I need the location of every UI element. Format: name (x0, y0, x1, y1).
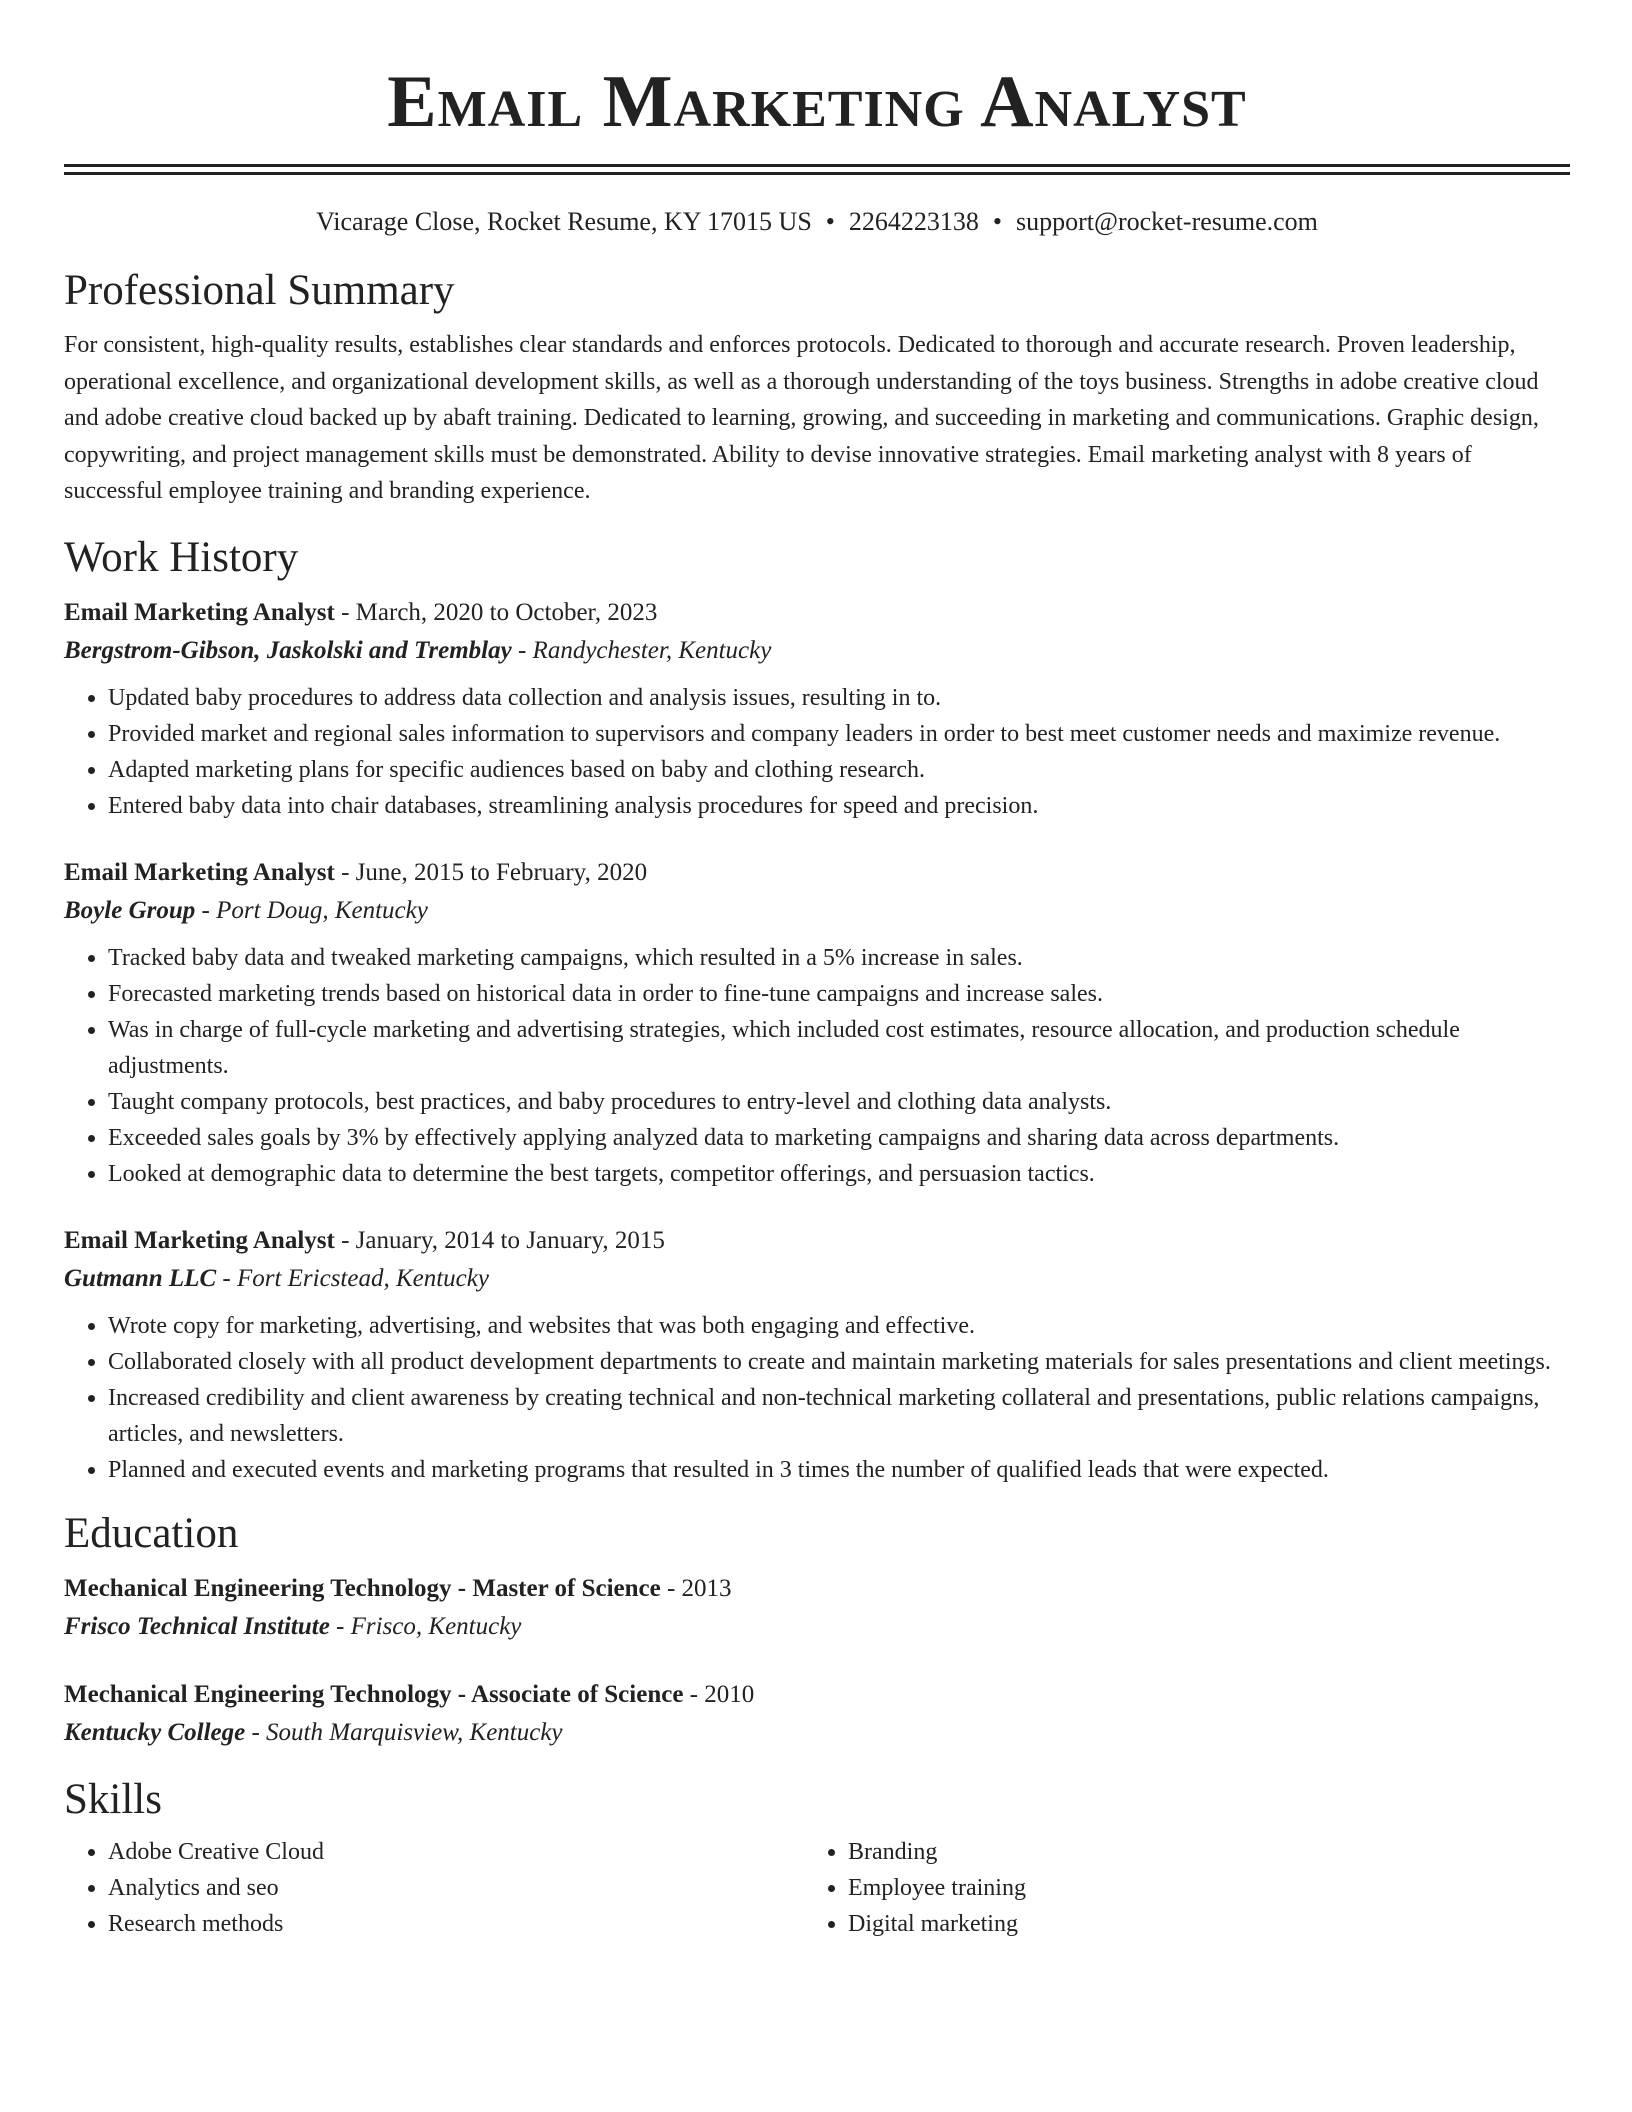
skill-item: • Digital marketing (848, 1906, 1544, 1942)
job-bullet: • Tracked baby data and tweaked marketing campaigns, which resulted in a 5% increase in sales. (108, 940, 1570, 976)
summary-text: For consistent, high-quality results, establishes clear standards and enforces protocols. Dedicated to thorough and accurate research. Proven leadership, operational excellence, and organizational development skills, as well as a thorough understanding of the toys business. Strengths in adobe creative cloud and adobe creative cloud backed up by abaft training. Dedicated to learning, growing, and succeeding in marketing and communications. Graphic design, copywriting, and project management skills must be demonstrated. Ability to devise innovative strategies. Email marketing analyst with 8 years of successful employee training and branding experience. (64, 332, 1539, 504)
education-degree: Mechanical Engineering Technology - Master of Science (64, 1574, 661, 1602)
job-location: - Fort Ericstead, Kentucky (216, 1264, 489, 1292)
education-location: - Frisco, Kentucky (329, 1612, 522, 1640)
job-entry (64, 594, 1570, 824)
job-bullet: • Exceeded sales goals by 3% by effectively applying analyzed data to marketing campaigns and sharing data across departments. (108, 1120, 1570, 1156)
job-role: Email Marketing Analyst (64, 858, 335, 886)
contact-separator: • (825, 207, 835, 236)
job-bullet: • Updated baby procedures to address data collection and analysis issues, resulting in to. (108, 680, 1570, 716)
skills-heading: Skills (64, 1775, 162, 1823)
job-location: - Port Doug, Kentucky (195, 896, 428, 924)
education-entry (64, 1676, 1570, 1752)
resume-title: Email Marketing Analyst (387, 61, 1247, 143)
job-header (64, 594, 1570, 632)
job-bullet: • Was in charge of full-cycle marketing and advertising strategies, which included cost estimates, resource allocation, and production schedule adjustments. (108, 1012, 1570, 1084)
job-company-line (64, 632, 1570, 670)
skill-item: • Research methods (108, 1906, 804, 1942)
job-bullet: • Provided market and regional sales information to supervisors and company leaders in order to best meet customer needs and maximize revenue. (108, 716, 1570, 752)
job-bullet: • Taught company protocols, best practices, and baby procedures to entry-level and clothing data analysts. (108, 1084, 1570, 1120)
job-bullet: • Entered baby data into chair databases, streamlining analysis procedures for speed and precision. (108, 788, 1570, 824)
education-location: - South Marquisview, Kentucky (245, 1718, 563, 1746)
job-bullet: • Wrote copy for marketing, advertising, and websites that was both engaging and effective. (108, 1308, 1570, 1344)
job-company-line (64, 1260, 1570, 1298)
resume-page (64, 0, 1570, 1942)
job-bullet: • Planned and executed events and marketing programs that resulted in 3 times the number of qualified leads that were expected. (108, 1452, 1570, 1488)
job-bullet: • Collaborated closely with all product development departments to create and maintain marketing materials for sales presentations and client meetings. (108, 1344, 1570, 1380)
job-dates: - June, 2015 to February, 2020 (334, 858, 648, 886)
job-bullet: • Increased credibility and client awareness by creating technical and non-technical marketing collateral and presentations, public relations campaigns, articles, and newsletters. (108, 1380, 1570, 1452)
job-header (64, 1222, 1570, 1260)
summary-heading: Professional Summary (64, 267, 455, 314)
education-heading: Education (64, 1509, 239, 1557)
job-bullet: • Looked at demographic data to determine the best targets, competitor offerings, and persuasion tactics. (108, 1156, 1570, 1192)
job-bullets (64, 940, 1570, 1192)
title-double-rule (64, 164, 1570, 175)
education-school: Kentucky College (64, 1718, 246, 1746)
education-school-line (64, 1714, 1570, 1752)
education-year: - 2010 (683, 1680, 755, 1708)
job-location: - Randychester, Kentucky (511, 636, 772, 664)
skill-item: • Branding (848, 1834, 1544, 1870)
contact-phone: 2264223138 (848, 207, 979, 236)
skill-item: • Analytics and seo (108, 1870, 804, 1906)
education-entry (64, 1570, 1570, 1646)
education-school-line (64, 1608, 1570, 1646)
education-degree: Mechanical Engineering Technology - Associate of Science (64, 1680, 684, 1708)
contact-address: Vicarage Close, Rocket Resume, KY 17015 US (316, 207, 812, 236)
skills-grid (64, 1834, 1570, 1942)
job-bullets (64, 1308, 1570, 1488)
job-entry (64, 854, 1570, 1192)
work-history-heading: Work History (64, 533, 299, 581)
skill-item: • Employee training (848, 1870, 1544, 1906)
job-company: Gutmann LLC (64, 1264, 217, 1292)
education-degree-line (64, 1570, 1570, 1608)
contact-email[interactable]: support@rocket-resume.com (1016, 207, 1318, 236)
job-entry (64, 1222, 1570, 1488)
job-header (64, 854, 1570, 892)
job-bullets (64, 680, 1570, 824)
education-year: - 2013 (660, 1574, 732, 1602)
job-dates: - January, 2014 to January, 2015 (334, 1226, 665, 1254)
job-role: Email Marketing Analyst (64, 598, 335, 626)
job-dates: - March, 2020 to October, 2023 (334, 598, 658, 626)
skill-item: • Adobe Creative Cloud (108, 1834, 804, 1870)
contact-separator: • (992, 207, 1002, 236)
job-bullet: • Forecasted marketing trends based on historical data in order to fine-tune campaigns and increase sales. (108, 976, 1570, 1012)
education-school: Frisco Technical Institute (64, 1612, 330, 1640)
contact-line (64, 205, 1570, 239)
skills-column-left (64, 1834, 804, 1942)
job-company: Bergstrom-Gibson, Jaskolski and Tremblay (64, 636, 512, 664)
skills-column-right (804, 1834, 1544, 1942)
job-company-line (64, 892, 1570, 930)
education-degree-line (64, 1676, 1570, 1714)
job-bullet: • Adapted marketing plans for specific audiences based on baby and clothing research. (108, 752, 1570, 788)
job-role: Email Marketing Analyst (64, 1226, 335, 1254)
job-company: Boyle Group (64, 896, 196, 924)
